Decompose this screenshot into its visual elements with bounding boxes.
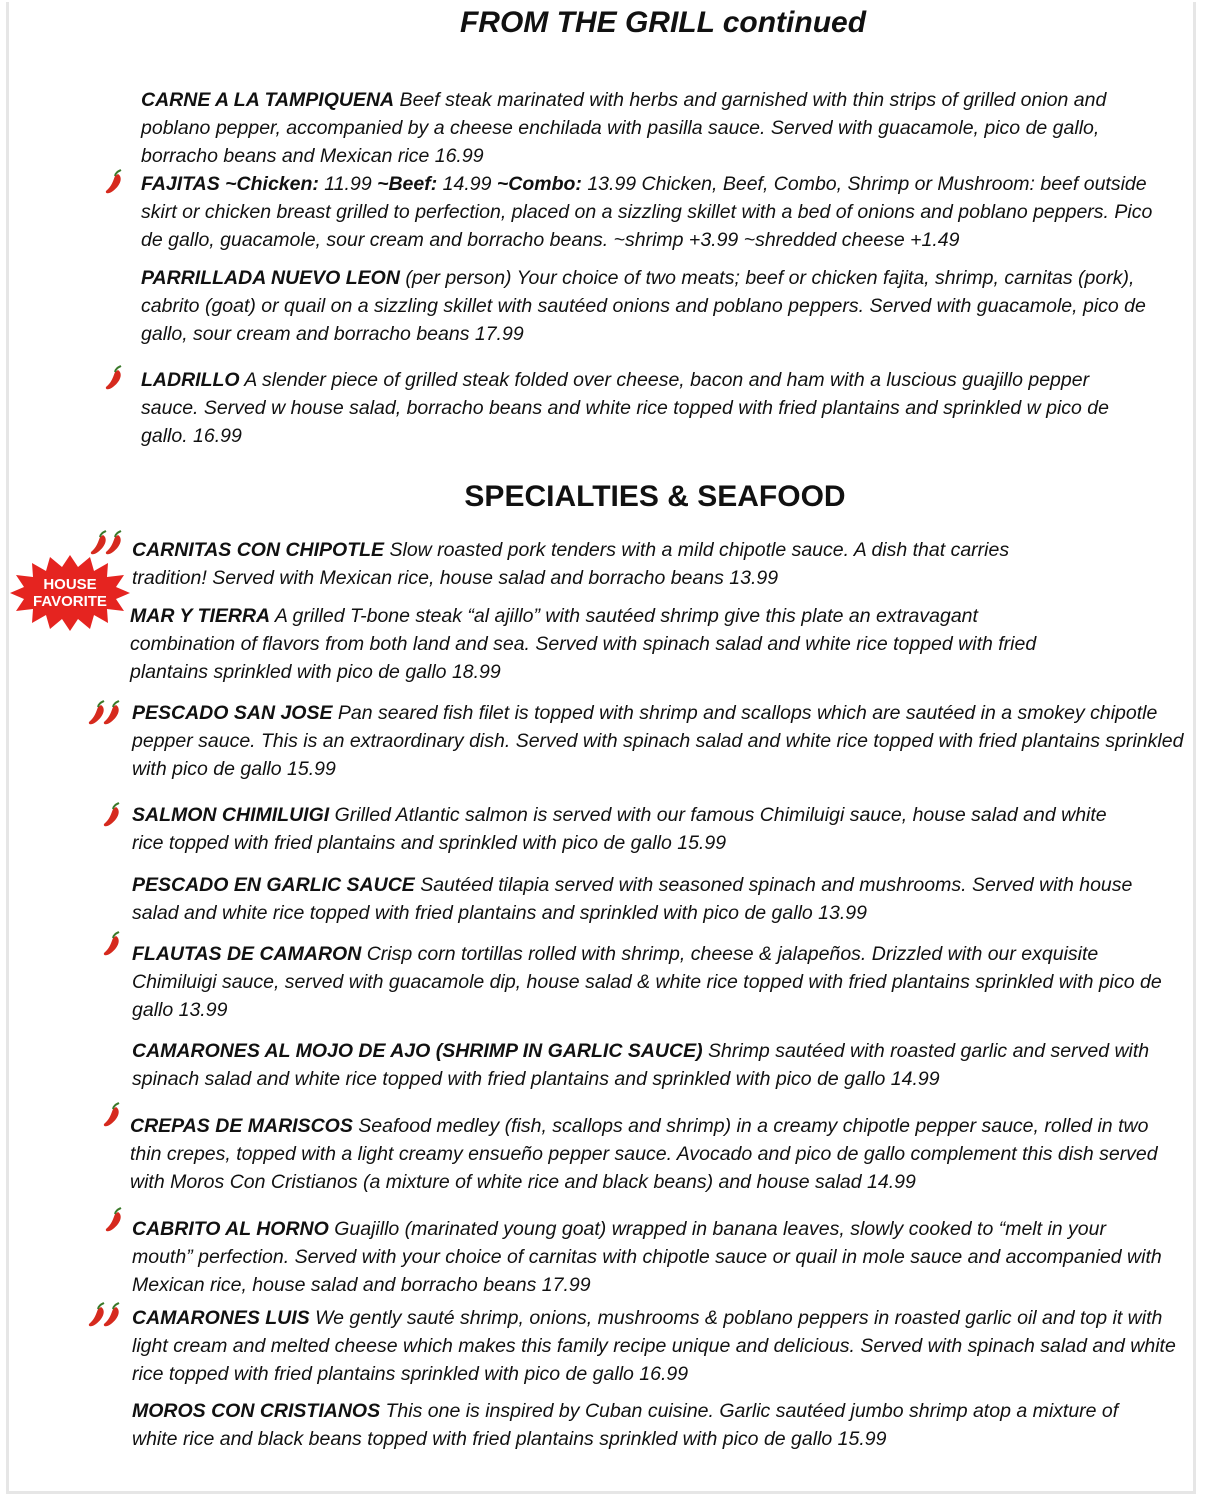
- item-desc: Grilled Atlantic salmon is served with our famous Chimiluigi sauce, house salad and white rice topped with fried plantains and sprinkled with pico de gallo 15.99: [132, 804, 1107, 854]
- double-chili-pepper-icon: [88, 700, 124, 726]
- item-name: CREPAS DE MARISCOS: [130, 1115, 353, 1137]
- menu-item-ladrillo: [141, 366, 1151, 450]
- item-name: PARRILLADA NUEVO LEON: [141, 267, 400, 289]
- item-name: CARNE A LA TAMPIQUENA: [141, 89, 395, 111]
- item-desc: Shrimp sautéed with roasted garlic and served with spinach salad and white rice topped with fried plantains and sprinkled with pico de gallo 14.99: [132, 1040, 1150, 1090]
- menu-item-pescado-garlic: [132, 871, 1162, 927]
- item-price: 14.99: [437, 173, 497, 195]
- item-desc: Guajillo (marinated young goat) wrapped in banana leaves, slowly cooked to “melt in your mouth” perfection. Served with your choice of carnitas with chipotle sauce or quail in mole sauce and accompanied with Mexican rice, house salad and borracho beans 17.99: [132, 1218, 1162, 1296]
- item-name: CARNITAS CON CHIPOTLE: [132, 539, 385, 561]
- menu-item-flautas-camaron: [132, 940, 1177, 1024]
- item-name: FAJITAS ~Chicken:: [141, 173, 319, 195]
- chili-pepper-icon: [101, 931, 123, 957]
- item-desc: Pan seared fish filet is topped with shrimp and scallops which are sautéed in a smokey chipotle pepper sauce. This is an extraordinary dish. Served with spinach salad and white rice topped with fried plantains sprinkled with pico de gallo 15.99: [132, 702, 1184, 780]
- item-variant: ~Combo:: [496, 173, 582, 195]
- menu-item-camarones-luis: [132, 1304, 1182, 1388]
- chili-pepper-icon: [103, 1207, 125, 1233]
- item-price: 11.99: [318, 173, 378, 195]
- menu-item-cabrito-horno: [132, 1215, 1172, 1299]
- badge-line1: HOUSE: [43, 576, 97, 593]
- item-name: SALMON CHIMILUIGI: [132, 804, 330, 826]
- item-desc: We gently sauté shrimp, onions, mushrooms & poblano peppers in roasted garlic oil and top it with light cream and melted cheese which makes this family recipe unique and delicious. Served with spinach salad and white rice topped with fried plantains sprinkled with pico de gallo 16.99: [132, 1307, 1176, 1385]
- section-title-grill: FROM THE GRILL continued: [459, 6, 867, 39]
- menu-item-crepas-mariscos: [130, 1112, 1165, 1196]
- item-name: PESCADO EN GARLIC SAUCE: [132, 874, 415, 896]
- item-name: CAMARONES LUIS: [132, 1307, 310, 1329]
- item-desc: Sautéed tilapia served with seasoned spinach and mushrooms. Served with house salad and white rice topped with fried plantains and sprinkled with pico de gallo 13.99: [132, 874, 1133, 924]
- item-desc: This one is inspired by Cuban cuisine. Garlic sautéed jumbo shrimp atop a mixture of white rice and black beans topped with fried plantains sprinkled with pico de gallo 15.99: [132, 1400, 1119, 1450]
- menu-item-salmon-chimiluigi: [132, 801, 1117, 857]
- chili-pepper-icon: [101, 802, 123, 828]
- item-name: CAMARONES AL MOJO DE AJO (SHRIMP IN GARLIC SAUCE): [132, 1040, 703, 1062]
- item-desc: Crisp corn tortillas rolled with shrimp, cheese & jalapeños. Drizzled with our exquisite Chimiluigi sauce, served with guacamole dip, house salad & white rice topped with fried plantains sprinkled with pico de gallo 13.99: [132, 943, 1162, 1021]
- item-desc: Seafood medley (fish, scallops and shrimp) in a creamy chipotle pepper sauce, rolled in two thin crepes, topped with a light creamy ensueño pepper sauce. Avocado and pico de gallo complement this dish served with Moros Con Cristianos (a mixture of white rice and black beans) and house salad 14.99: [130, 1115, 1158, 1193]
- menu-item-moros-cristianos: [132, 1397, 1162, 1453]
- double-chili-pepper-icon: [90, 530, 126, 556]
- double-chili-pepper-icon: [88, 1302, 124, 1328]
- item-desc: A grilled T-bone steak “al ajillo” with sautéed shrimp give this plate an extravagant combination of flavors from both land and sea. Served with spinach salad and white rice topped with fried plantains sprinkled with pico de gallo 18.99: [130, 605, 1037, 683]
- item-desc: Beef steak marinated with herbs and garnished with thin strips of grilled onion and poblano pepper, accompanied by a cheese enchilada with pasilla sauce. Served with guacamole, pico de gallo, borracho beans and Mexican rice 16.99: [141, 89, 1107, 167]
- menu-item-mar-y-tierra: [130, 602, 1070, 686]
- item-name: FLAUTAS DE CAMARON: [132, 943, 362, 965]
- badge-line2: FAVORITE: [33, 593, 107, 610]
- item-desc: 13.99 Chicken, Beef, Combo, Shrimp or Mushroom: beef outside skirt or chicken breast grilled to perfection, placed on a sizzling skillet with a bed of onions and poblano peppers. Pico de gallo, guacamole, sour cream and borracho beans. ~shrimp +3.99 ~shredded cheese +1.49: [141, 173, 1153, 251]
- item-name: MOROS CON CRISTIANOS: [132, 1400, 381, 1422]
- menu-item-parrillada: [141, 264, 1186, 348]
- section-title-specialties: SPECIALTIES & SEAFOOD: [464, 480, 846, 513]
- chili-pepper-icon: [101, 1102, 123, 1128]
- house-favorite-badge: [8, 553, 132, 633]
- menu-item-fajitas: [141, 170, 1171, 254]
- item-desc: Slow roasted pork tenders with a mild chipotle sauce. A dish that carries tradition! Served with Mexican rice, house salad and borracho beans 13.99: [132, 539, 1010, 589]
- item-name: CABRITO AL HORNO: [132, 1218, 329, 1240]
- item-desc: (per person) Your choice of two meats; beef or chicken fajita, shrimp, carnitas (pork), cabrito (goat) or quail on a sizzling skillet with sautéed onions and poblano peppers. Served with guacamole, pico de gallo, sour cream and borracho beans 17.99: [141, 267, 1146, 345]
- item-name: PESCADO SAN JOSE: [132, 702, 333, 724]
- item-variant: ~Beef:: [377, 173, 438, 195]
- menu-item-pescado-san-jose: [132, 699, 1187, 783]
- menu-item-carne-tampiquena: [141, 86, 1131, 170]
- item-name: MAR Y TIERRA: [130, 605, 271, 627]
- chili-pepper-icon: [103, 169, 125, 195]
- item-desc: A slender piece of grilled steak folded over cheese, bacon and ham with a luscious guajillo pepper sauce. Served w house salad, borracho beans and white rice topped with fried plantains and sprinkled w pico de gallo. 16.99: [141, 369, 1110, 447]
- menu-item-camarones-mojo: [132, 1037, 1177, 1093]
- chili-pepper-icon: [103, 365, 125, 391]
- menu-item-carnitas-chipotle: [132, 536, 1062, 592]
- item-name: LADRILLO: [141, 369, 240, 391]
